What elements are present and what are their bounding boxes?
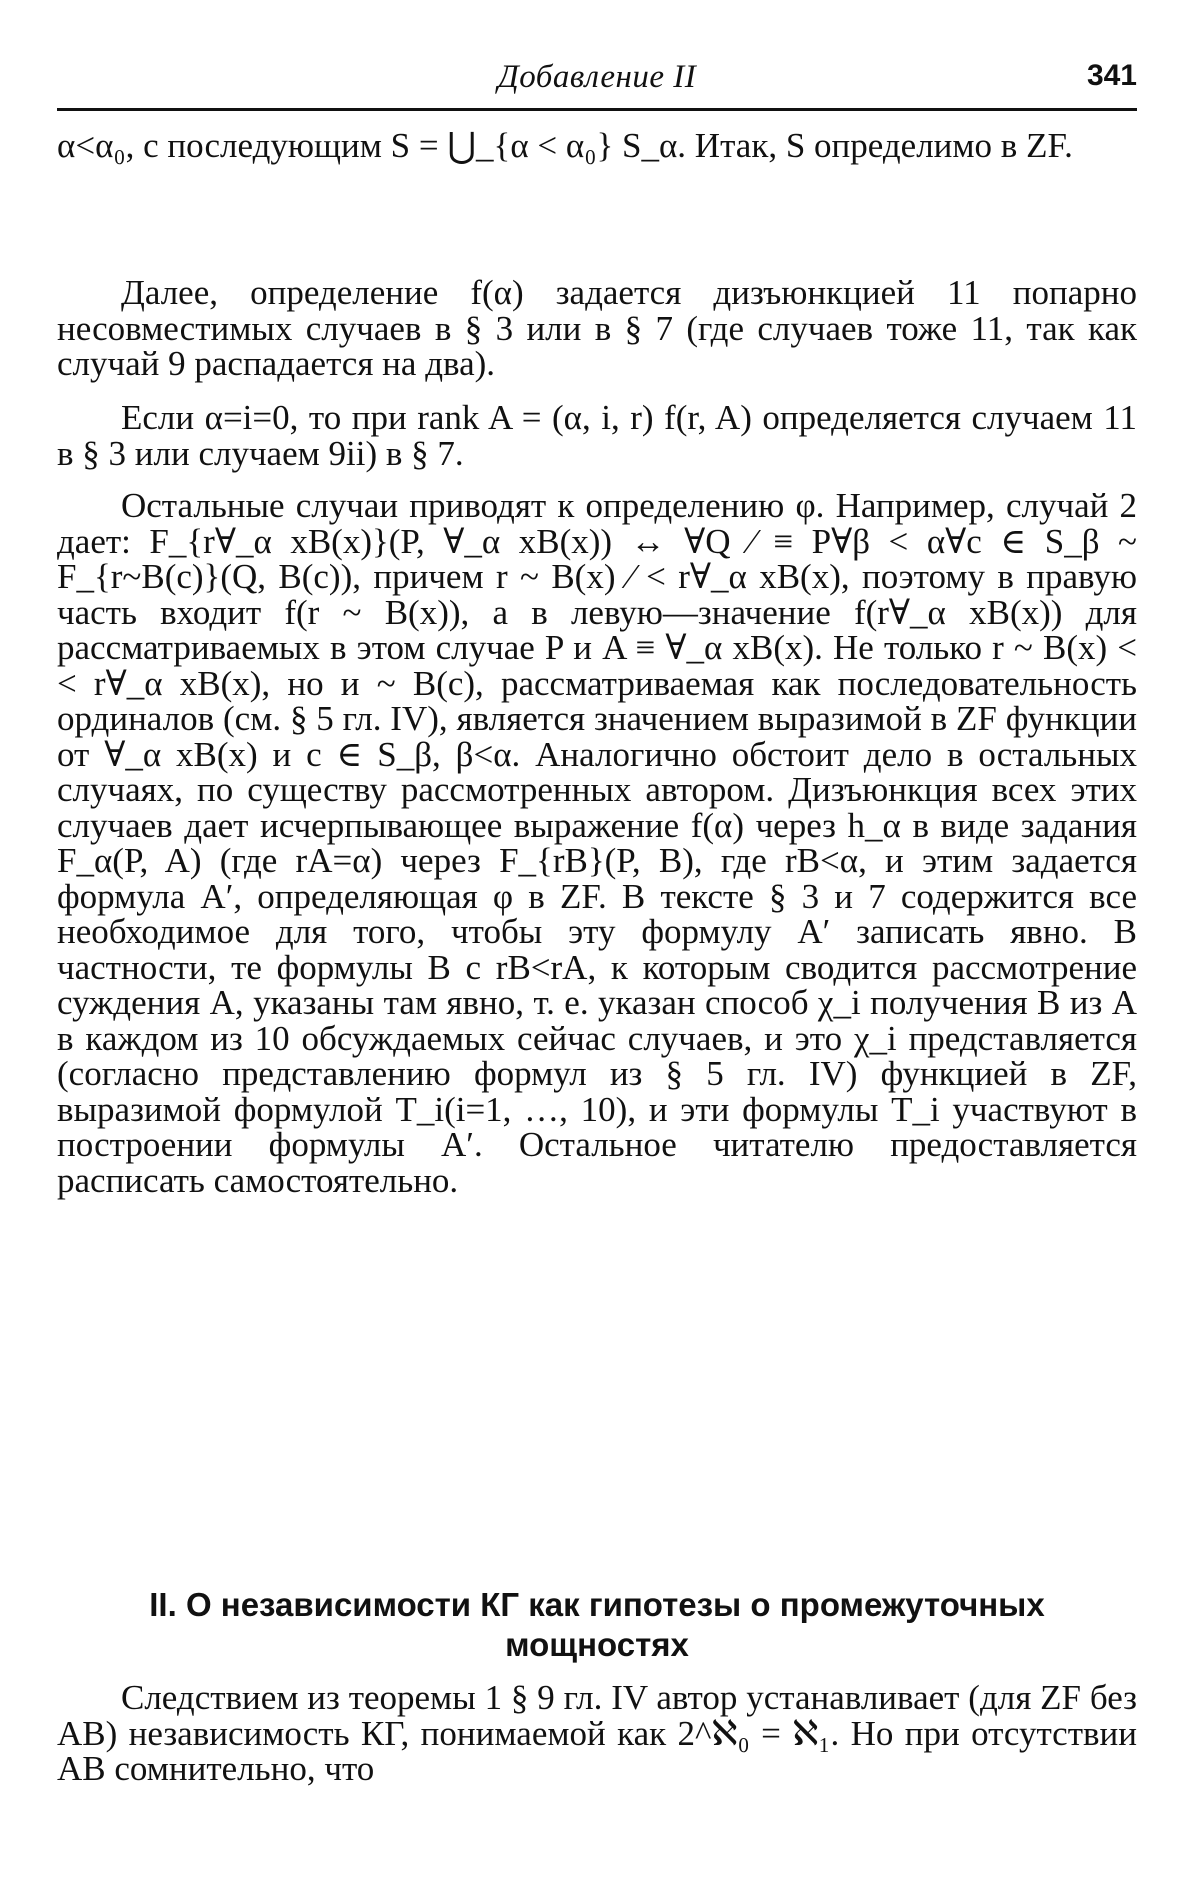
paragraph-definition: Далее, определение f(α) задается дизъюнкцией 11 попарно несовместимых случаев в § 3 или в § 7 (где случаев тоже 11, так как случай 9 распадается на два). (57, 273, 1137, 383)
paragraph-section-intro: Следствием из теоремы 1 § 9 гл. IV автор устанавливает (для ZF без АВ) независимость КГ, понимаемой как 2^ℵ₀ = ℵ₁. Но при отсутствии АВ сомнительно, что (57, 1678, 1137, 1788)
page-number: 341 (1086, 59, 1137, 92)
header-rule (57, 108, 1137, 111)
running-title: Добавление II (497, 59, 697, 95)
paragraph-rank-case: Если α=i=0, то при rank A = (α, i, r) f(r, A) определяется случаем 11 в § 3 или случаем 9ii) в § 7. (57, 398, 1137, 473)
section-heading: II. О независимости КГ как гипотезы о промежуточных мощностях (149, 1586, 1045, 1663)
paragraph-other-cases: Остальные случаи приводят к определению φ. Например, случай 2 дает: F_{r∀_α xB(x)}(P, ∀_α xB(x)) ↔ ∀Q ⁄ ≡ P∀β < α∀c ∈ S_β ~ F_{r~B(c)}(Q, B(c)), причем r ~ B(x) ⁄ < r∀_α xB(x), поэтому в правую часть входит f(r ~ B(x)), а в левую—значение f(r∀_α xB(x)) для рассматриваемых в этом случае P и A ≡ ∀_α xB(x). Не только r ~ B(x) < < r∀_α xB(x), но и ~ B(c), рассматриваемая как последовательность ординалов (см. § 5 гл. IV), является значением выразимой в ZF функции от ∀_α xB(x) и c ∈ S_β, β<α. Аналогично обстоит дело в остальных случаях, по существу рассмотренных автором. Дизъюнкция всех этих случаев дает исчерпывающее выражение f(α) через h_α в виде задания F_α(P, A) (где rA=α) через F_{rB}(P, B), где rB<α, и этим задается формула A′, определяющая φ в ZF. В тексте § 3 и 7 содержится все необходимое для того, чтобы эту формулу A′ записать явно. В частности, те формулы B с rB<rA, к которым сводится рассмотрение суждения A, указаны там явно, т. е. указан способ χ_i получения B из A в каждом из 10 обсуждаемых сейчас случаев, и это χ_i представляется (согласно представлению формул из § 5 гл. IV) функцией в ZF, выразимой формулой T_i(i=1, …, 10), и эти формулы T_i участвуют в построении формулы A′. Остальное читателю предоставляется расписать самостоятельно. (57, 486, 1137, 1200)
paragraph-continuation: α<α₀, с последующим S = ⋃_{α < α₀} S_α. Итак, S определимо в ZF. (57, 126, 1073, 165)
page-header (57, 55, 1137, 105)
book-page (57, 0, 1137, 1894)
